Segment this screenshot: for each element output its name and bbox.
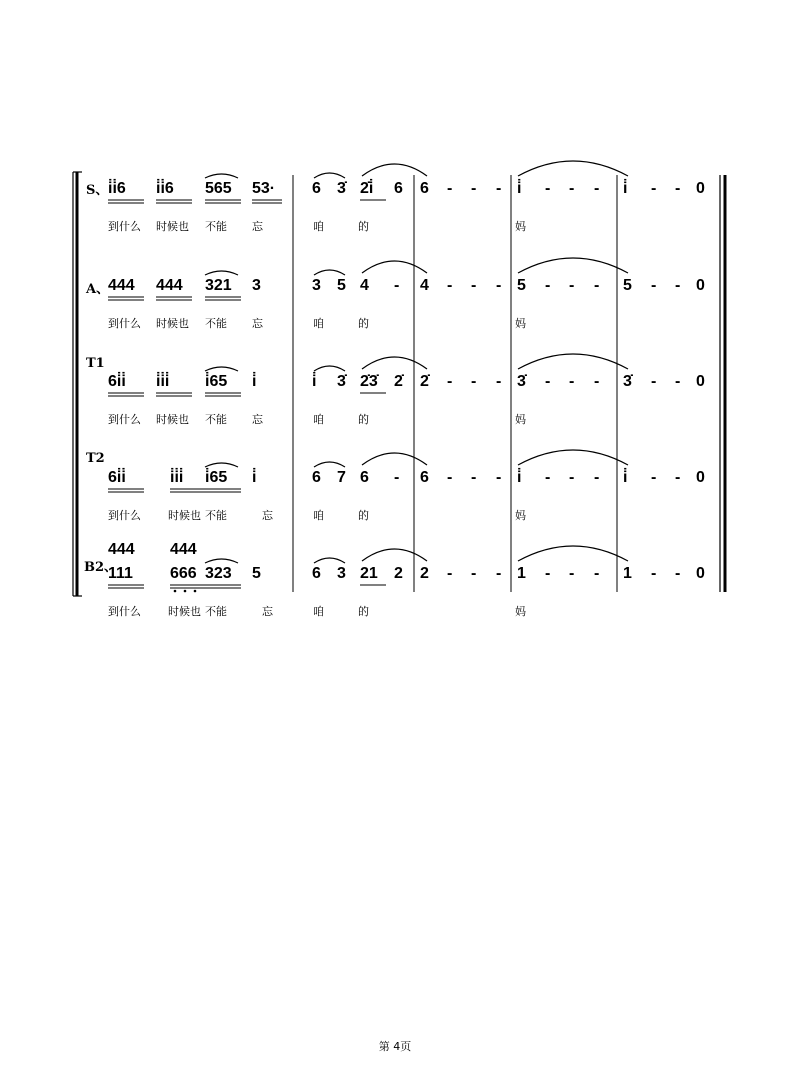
note: i̇ bbox=[517, 469, 522, 486]
note: 4 bbox=[360, 277, 369, 294]
lyric: 时候也 bbox=[156, 413, 189, 426]
dash-extension: - bbox=[545, 373, 551, 390]
note: 3 bbox=[312, 277, 321, 294]
note: 2 bbox=[394, 565, 403, 582]
dash-extension: - bbox=[471, 277, 477, 294]
lyric: 咱 bbox=[313, 413, 324, 426]
lyric: 忘 bbox=[262, 605, 273, 618]
note: 6 bbox=[420, 180, 429, 197]
lyric: 忘 bbox=[252, 317, 263, 330]
note: 4 bbox=[420, 277, 429, 294]
slur bbox=[362, 261, 427, 273]
dash-extension: - bbox=[447, 469, 453, 486]
dash-extension: - bbox=[545, 180, 551, 197]
dash-extension: - bbox=[594, 469, 600, 486]
slur bbox=[205, 367, 238, 371]
note: 6 bbox=[312, 469, 321, 486]
dash-extension: - bbox=[496, 469, 502, 486]
dash-extension: - bbox=[545, 565, 551, 582]
note: i̇i̇i̇ bbox=[170, 469, 184, 486]
note: i̇ bbox=[623, 180, 628, 197]
note: 3 bbox=[337, 565, 346, 582]
lyric: 不能 bbox=[205, 220, 227, 233]
note: i̇i̇6 bbox=[108, 180, 126, 197]
lyric: 的 bbox=[358, 605, 369, 618]
part-label: T2 bbox=[86, 451, 105, 466]
dash-extension: - bbox=[651, 277, 657, 294]
note: 1 bbox=[517, 565, 526, 582]
lyric: 的 bbox=[358, 413, 369, 426]
slur bbox=[205, 174, 238, 178]
note: 0 bbox=[696, 373, 705, 390]
part-label: T1 bbox=[86, 356, 105, 371]
note: 3̇ bbox=[337, 180, 346, 197]
lyric: 时候也 bbox=[156, 317, 189, 330]
slur bbox=[362, 357, 427, 369]
dash-extension: - bbox=[594, 373, 600, 390]
slur bbox=[205, 559, 238, 563]
dash-extension: - bbox=[569, 565, 575, 582]
dash-extension: - bbox=[651, 469, 657, 486]
dash-extension: - bbox=[569, 469, 575, 486]
lyric: 时候也 bbox=[168, 509, 201, 522]
tie bbox=[518, 546, 628, 561]
tie bbox=[518, 354, 628, 369]
lyric: 咱 bbox=[313, 509, 324, 522]
dash-extension: - bbox=[675, 469, 681, 486]
dash-extension: - bbox=[496, 565, 502, 582]
dash-extension: - bbox=[545, 277, 551, 294]
page-number: 第 4页 bbox=[378, 1040, 412, 1053]
slur bbox=[314, 558, 345, 563]
note: i̇i̇6 bbox=[156, 180, 174, 197]
note: 1 bbox=[623, 565, 632, 582]
dash-extension: - bbox=[594, 565, 600, 582]
note: i̇ bbox=[623, 469, 628, 486]
slur bbox=[362, 549, 427, 561]
note: i̇i̇i̇ bbox=[156, 373, 170, 390]
tie bbox=[518, 258, 628, 273]
dash-extension: - bbox=[496, 373, 502, 390]
low-octave-dot bbox=[194, 590, 197, 593]
note: 6 bbox=[312, 565, 321, 582]
note: 3 bbox=[252, 277, 261, 294]
note: 0 bbox=[696, 565, 705, 582]
note: 53· bbox=[252, 180, 276, 197]
slur bbox=[314, 366, 345, 371]
upper-chord-notes: 444 bbox=[170, 541, 197, 558]
slur bbox=[205, 271, 238, 275]
dash-extension: - bbox=[447, 565, 453, 582]
tie bbox=[518, 161, 628, 176]
dash-extension: - bbox=[496, 180, 502, 197]
note: 5 bbox=[517, 277, 526, 294]
upper-chord-notes: 444 bbox=[108, 541, 135, 558]
note: 6 bbox=[394, 180, 403, 197]
note: i̇ bbox=[252, 373, 257, 390]
slur bbox=[314, 173, 345, 178]
lyric: 的 bbox=[358, 220, 369, 233]
dash-extension: - bbox=[651, 373, 657, 390]
slur bbox=[362, 164, 427, 176]
note: 444 bbox=[108, 277, 135, 294]
dash-extension: - bbox=[471, 180, 477, 197]
dash-extension: - bbox=[394, 469, 400, 486]
note: 21 bbox=[360, 565, 378, 582]
dash-extension: - bbox=[651, 565, 657, 582]
slur bbox=[314, 462, 345, 467]
note: 3̇ bbox=[623, 373, 632, 390]
note: 321 bbox=[205, 277, 232, 294]
note: 565 bbox=[205, 180, 232, 197]
dash-extension: - bbox=[675, 180, 681, 197]
note: 0 bbox=[696, 277, 705, 294]
note: 0 bbox=[696, 180, 705, 197]
dash-extension: - bbox=[569, 277, 575, 294]
dash-extension: - bbox=[675, 373, 681, 390]
part-label: B2、 bbox=[84, 560, 118, 575]
lyric: 到什么 bbox=[108, 317, 141, 330]
lyric: 的 bbox=[358, 317, 369, 330]
note: 7 bbox=[337, 469, 346, 486]
dash-extension: - bbox=[471, 373, 477, 390]
lyric: 妈 bbox=[515, 509, 526, 522]
note: 5 bbox=[337, 277, 346, 294]
lyric: 忘 bbox=[262, 509, 273, 522]
lyric: 不能 bbox=[205, 509, 227, 522]
lyric: 忘 bbox=[252, 220, 263, 233]
note: 2̇ bbox=[420, 373, 429, 390]
lyric: 妈 bbox=[515, 605, 526, 618]
note: 111 bbox=[108, 565, 133, 582]
dash-extension: - bbox=[594, 180, 600, 197]
lyric: 到什么 bbox=[108, 509, 141, 522]
lyric: 不能 bbox=[205, 413, 227, 426]
dash-extension: - bbox=[675, 565, 681, 582]
dash-extension: - bbox=[496, 277, 502, 294]
lyric: 妈 bbox=[515, 220, 526, 233]
note: 2̇i̇ bbox=[360, 180, 374, 197]
note: i̇65 bbox=[205, 373, 228, 390]
dash-extension: - bbox=[394, 277, 400, 294]
note: 6 bbox=[360, 469, 369, 486]
slur bbox=[205, 463, 238, 467]
lyric: 妈 bbox=[515, 413, 526, 426]
dash-extension: - bbox=[447, 180, 453, 197]
dash-extension: - bbox=[471, 565, 477, 582]
dash-extension: - bbox=[651, 180, 657, 197]
tie bbox=[518, 450, 628, 465]
lyric: 时候也 bbox=[168, 605, 201, 618]
note: 6i̇i̇ bbox=[108, 469, 126, 486]
note: 2 bbox=[420, 565, 429, 582]
note: 323 bbox=[205, 565, 232, 582]
note: i̇ bbox=[517, 180, 522, 197]
slur bbox=[362, 453, 427, 465]
dash-extension: - bbox=[675, 277, 681, 294]
lyric: 咱 bbox=[313, 220, 324, 233]
lyric: 时候也 bbox=[156, 220, 189, 233]
dash-extension: - bbox=[447, 277, 453, 294]
note: 2̇3̇ bbox=[360, 373, 378, 390]
low-octave-dot bbox=[184, 590, 187, 593]
lyric: 咱 bbox=[313, 605, 324, 618]
note: i̇65 bbox=[205, 469, 228, 486]
lyric: 咱 bbox=[313, 317, 324, 330]
lyric: 到什么 bbox=[108, 605, 141, 618]
part-label: S、 bbox=[86, 183, 109, 198]
note: i̇ bbox=[252, 469, 257, 486]
note: 666 bbox=[170, 565, 197, 582]
lyric: 到什么 bbox=[108, 413, 141, 426]
note: 6 bbox=[312, 180, 321, 197]
note: 6 bbox=[420, 469, 429, 486]
lyric: 妈 bbox=[515, 317, 526, 330]
note: 5 bbox=[623, 277, 632, 294]
dash-extension: - bbox=[471, 469, 477, 486]
lyric: 到什么 bbox=[108, 220, 141, 233]
note: 0 bbox=[696, 469, 705, 486]
dash-extension: - bbox=[569, 373, 575, 390]
note: 3̇ bbox=[517, 373, 526, 390]
dash-extension: - bbox=[545, 469, 551, 486]
part-label: A、 bbox=[86, 282, 110, 297]
lyric: 忘 bbox=[252, 413, 263, 426]
low-octave-dot bbox=[174, 590, 177, 593]
note: i̇ bbox=[312, 373, 317, 390]
slur bbox=[314, 270, 345, 275]
note: 6i̇i̇ bbox=[108, 373, 126, 390]
lyric: 不能 bbox=[205, 605, 227, 618]
lyric: 不能 bbox=[205, 317, 227, 330]
note: 3̇ bbox=[337, 373, 346, 390]
dash-extension: - bbox=[447, 373, 453, 390]
note: 2̇ bbox=[394, 373, 403, 390]
dash-extension: - bbox=[594, 277, 600, 294]
dash-extension: - bbox=[569, 180, 575, 197]
lyric: 的 bbox=[358, 509, 369, 522]
note: 444 bbox=[156, 277, 183, 294]
note: 5 bbox=[252, 565, 261, 582]
